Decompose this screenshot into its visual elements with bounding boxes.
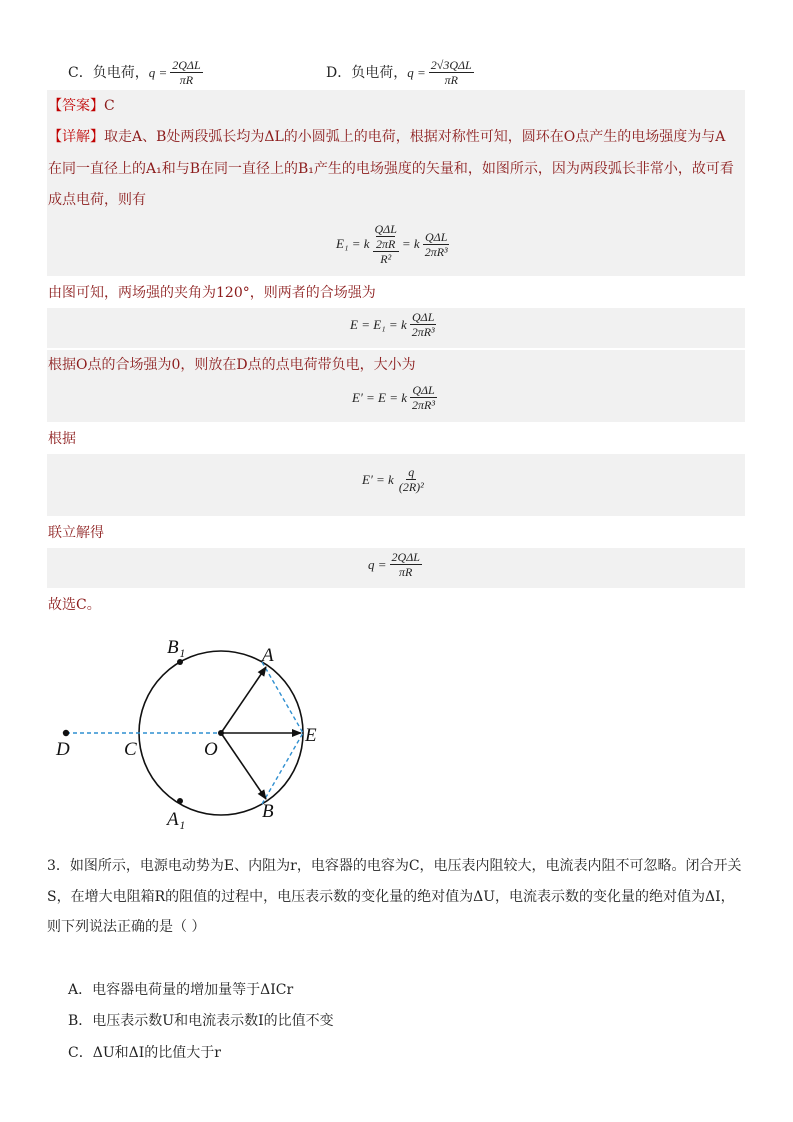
- vector-oa: [221, 667, 266, 733]
- option-d-lhs: q =: [407, 64, 426, 80]
- vector-ob: [221, 733, 266, 799]
- label-a: A: [262, 645, 274, 666]
- detail-line-1: [48, 127, 725, 147]
- detail-line-5: 根据O点的合场强为0，则放在D点的点电荷带负电，大小为: [48, 357, 416, 373]
- label-a1: A₁: [167, 809, 186, 830]
- eq2-lhs: E = E₁ = k: [350, 316, 407, 332]
- point-d: [63, 730, 69, 736]
- eq2-num: QΔL: [412, 310, 435, 324]
- eq3-den: 2πR³: [412, 398, 435, 412]
- option-d-num: 2√3QΔL: [430, 58, 472, 72]
- label-b1: B₁: [167, 637, 186, 658]
- option-d-top: [326, 58, 474, 87]
- eq1-lhs: E₁ = k: [336, 236, 370, 251]
- eq1-den: R²: [380, 252, 392, 266]
- option-d-den: πR: [444, 73, 458, 87]
- option-d-label: D．负电荷，: [326, 64, 408, 81]
- point-a1: [177, 798, 183, 804]
- detail-text-1: 取走A、B处两段弧长均为ΔL的小圆弧上的电荷，根据对称性可知，圆环在O点产生的电场强度为与A: [104, 129, 726, 145]
- eq5-den: πR: [399, 565, 413, 579]
- option-d-formula: [407, 58, 474, 87]
- detail-line-3: 成点电荷，则有: [48, 192, 146, 208]
- equation-4: [362, 465, 426, 494]
- eq4-num: q: [408, 465, 415, 479]
- question3-option-a[interactable]: A．电容器电荷量的增加量等于ΔICr: [68, 982, 294, 998]
- option-c-lhs: q =: [148, 64, 168, 80]
- question3-line-3: 则下列说法正确的是（ ）: [47, 919, 206, 935]
- option-c-formula: [149, 58, 203, 87]
- eq5-lhs: q =: [368, 556, 387, 572]
- equation-1: [336, 222, 450, 266]
- eq4-lhs: E′ = k: [362, 471, 394, 487]
- eq2-den: 2πR³: [411, 325, 435, 339]
- question3-option-c[interactable]: C．ΔU和ΔI的比值大于r: [68, 1045, 221, 1061]
- answer-line: [48, 96, 115, 116]
- detail-line-4: 由图可知，两场强的夹角为120°，则两者的合场强为: [48, 285, 376, 301]
- label-b: B: [262, 801, 274, 822]
- eq1-inner-den: 2πR: [376, 237, 396, 251]
- equation-3: [352, 383, 437, 412]
- eq1-num2: QΔL: [424, 229, 448, 244]
- eq1-den2: 2πR³: [424, 244, 448, 259]
- option-c-den: πR: [179, 73, 194, 87]
- answer-bracket: 【答案】: [48, 98, 104, 114]
- equation-2: [350, 310, 437, 339]
- point-b1: [177, 659, 183, 665]
- question3-option-b[interactable]: B．电压表示数U和电流表示数I的比值不变: [68, 1013, 334, 1029]
- detail-line-7: 联立解得: [48, 525, 104, 541]
- detail-line-8: 故选C。: [48, 597, 101, 613]
- label-c: C: [124, 739, 137, 760]
- option-c-top: [68, 58, 203, 87]
- eq5-num: 2QΔL: [391, 550, 420, 564]
- eq1-mid: = k: [401, 236, 420, 251]
- equation-5: [368, 550, 422, 579]
- point-o: [218, 730, 224, 736]
- dashed-line-b-e: [262, 733, 303, 804]
- answer-value: C: [104, 98, 115, 114]
- question3-line-2: S，在增大电阻箱R的阻值的过程中，电压表示数的变化量的绝对值为ΔU，电流表示数的变化量的绝对值为ΔI，: [47, 889, 735, 905]
- eq4-den: (2R)²: [398, 480, 424, 494]
- circle-field-diagram: [40, 625, 360, 845]
- detail-line-2: 在同一直径上的A₁和与B在同一直径上的B₁产生的电场强度的矢量和，如图所示，因为两段弧长非常小，故可看: [48, 161, 734, 177]
- question3-line-1: 3．如图所示，电源电动势为E、内阻为r，电容器的电容为C，电压表内阻较大，电流表内阻不可忽略。闭合开关: [47, 858, 742, 874]
- detail-bracket: 【详解】: [48, 129, 104, 145]
- detail-line-6: 根据: [48, 431, 76, 447]
- option-c-label: C．负电荷，: [68, 64, 149, 81]
- eq1-inner-num: QΔL: [374, 222, 397, 236]
- eq3-lhs: E′ = E = k: [352, 389, 408, 405]
- dashed-line-a-e: [262, 662, 303, 733]
- option-c-num: 2QΔL: [172, 58, 201, 72]
- eq3-num: QΔL: [412, 383, 435, 397]
- label-d: D: [56, 739, 70, 760]
- label-e: E: [305, 725, 317, 746]
- label-o: O: [204, 739, 218, 760]
